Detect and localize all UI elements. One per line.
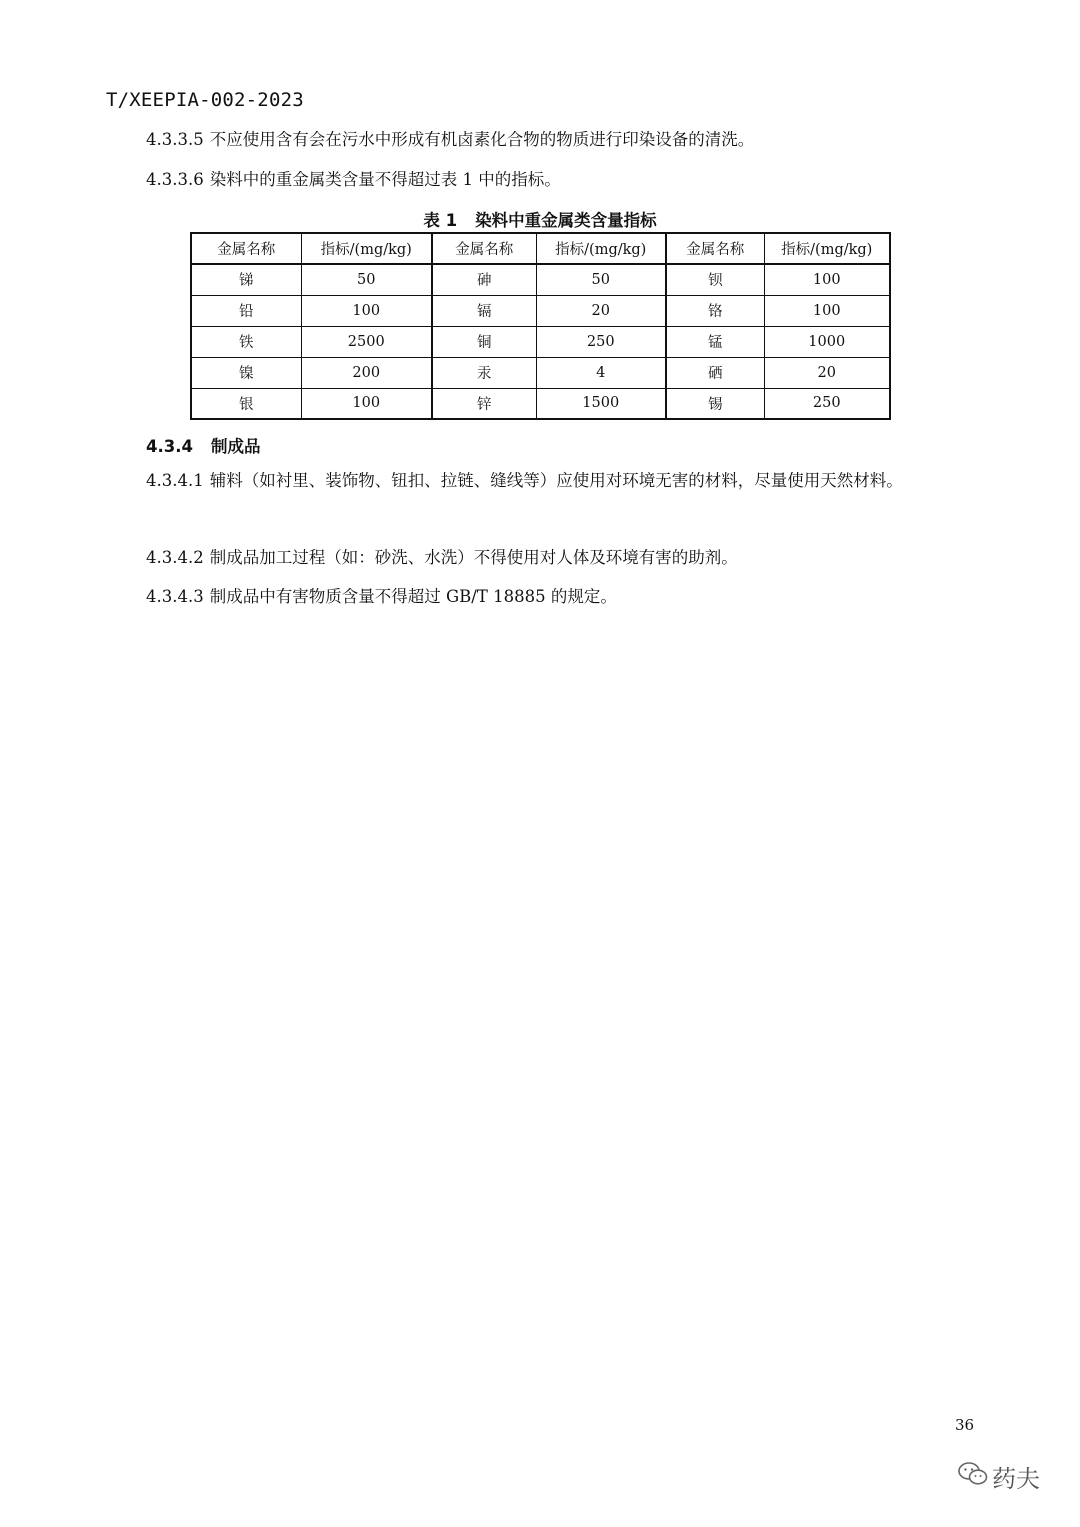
table-row — [191, 326, 890, 357]
metal-name-cell: 铜 — [432, 326, 536, 357]
limit-value-cell: 100 — [764, 264, 890, 295]
clause-number: 4.3.3.6 — [146, 170, 204, 189]
limit-value-cell: 100 — [764, 295, 890, 326]
clause-4-3-4-3 — [146, 587, 617, 607]
column-header: 金属名称 — [432, 233, 536, 264]
clause-text: 染料中的重金属类含量不得超过表 1 中的指标。 — [209, 170, 561, 189]
clause-text: 制成品中有害物质含量不得超过 GB/T 18885 的规定。 — [209, 587, 617, 606]
limit-value-cell: 1500 — [536, 388, 666, 419]
limit-value-cell: 250 — [764, 388, 890, 419]
metal-name-cell: 锡 — [666, 388, 764, 419]
metal-name-cell: 砷 — [432, 264, 536, 295]
section-number: 4.3.4 — [146, 437, 193, 456]
column-header: 金属名称 — [191, 233, 301, 264]
metal-name-cell: 硒 — [666, 357, 764, 388]
clause-text: 制成品加工过程（如：砂洗、水洗）不得使用对人体及环境有害的助剂。 — [209, 548, 738, 567]
metal-name-cell: 锑 — [191, 264, 301, 295]
column-header: 金属名称 — [666, 233, 764, 264]
clause-4-3-4-2 — [146, 548, 738, 568]
metal-name-cell: 银 — [191, 388, 301, 419]
limit-value-cell: 1000 — [764, 326, 890, 357]
column-header: 指标/(mg/kg) — [764, 233, 890, 264]
column-header: 指标/(mg/kg) — [301, 233, 432, 264]
table-row — [191, 357, 890, 388]
limit-value-cell: 2500 — [301, 326, 432, 357]
section-title: 制成品 — [210, 437, 261, 456]
clause-number: 4.3.4.3 — [146, 587, 204, 606]
clause-text: 不应使用含有会在污水中形成有机卤素化合物的物质进行印染设备的清洗。 — [209, 130, 755, 149]
metal-name-cell: 铅 — [191, 295, 301, 326]
watermark-text: 药夫 — [992, 1465, 1040, 1493]
table-row — [191, 295, 890, 326]
page-number: 36 — [955, 1416, 975, 1434]
limit-value-cell: 200 — [301, 357, 432, 388]
limit-value-cell: 50 — [301, 264, 432, 295]
table-caption-title: 染料中重金属类含量指标 — [475, 211, 657, 230]
limit-value-cell: 50 — [536, 264, 666, 295]
section-heading-4-3-4 — [146, 433, 260, 457]
metal-name-cell: 铁 — [191, 326, 301, 357]
clause-number: 4.3.4.2 — [146, 548, 204, 567]
table-header-row — [191, 233, 890, 264]
watermark — [958, 1459, 1040, 1494]
wechat-icon — [958, 1461, 988, 1493]
metal-name-cell: 铬 — [666, 295, 764, 326]
clause-4-3-4-1 — [106, 462, 976, 500]
table-row — [191, 264, 890, 295]
metal-name-cell: 镍 — [191, 357, 301, 388]
limit-value-cell: 20 — [764, 357, 890, 388]
clause-4-3-3-6 — [146, 170, 561, 190]
limit-value-cell: 250 — [536, 326, 666, 357]
limit-value-cell: 4 — [536, 357, 666, 388]
clause-text: 辅料（如衬里、装饰物、钮扣、拉链、缝线等）应使用对环境无害的材料，尽量使用天然材料。 — [209, 471, 903, 490]
limit-value-cell: 20 — [536, 295, 666, 326]
metal-name-cell: 钡 — [666, 264, 764, 295]
metal-name-cell: 锌 — [432, 388, 536, 419]
clause-number: 4.3.3.5 — [146, 130, 204, 149]
table-caption-label: 表 1 — [423, 211, 458, 230]
metal-name-cell: 汞 — [432, 357, 536, 388]
clause-4-3-3-5 — [146, 130, 754, 150]
heavy-metal-limits-table — [190, 232, 891, 420]
table-row — [191, 388, 890, 419]
standard-code: T/XEEPIA-002-2023 — [106, 89, 304, 111]
clause-number: 4.3.4.1 — [146, 471, 204, 490]
metal-name-cell: 镉 — [432, 295, 536, 326]
limit-value-cell: 100 — [301, 388, 432, 419]
limit-value-cell: 100 — [301, 295, 432, 326]
metal-name-cell: 锰 — [666, 326, 764, 357]
column-header: 指标/(mg/kg) — [536, 233, 666, 264]
table-caption — [0, 207, 1080, 231]
